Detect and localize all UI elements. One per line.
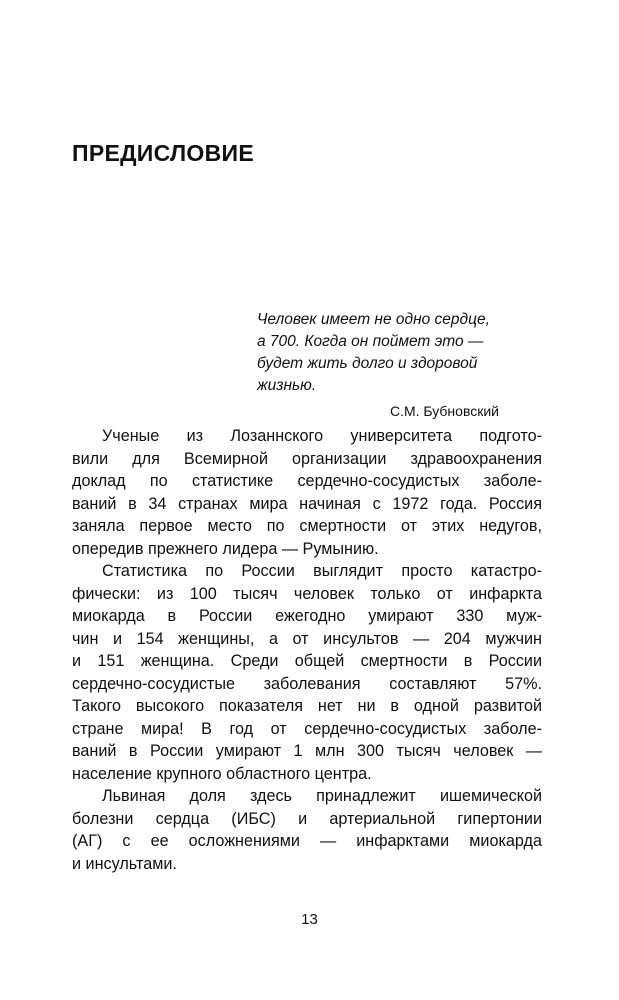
text-line: чин и 154 женщины, а от инсультов — 204 мужчин — [72, 629, 542, 648]
text-line: Львиная доля здесь принадлежит ишемической — [102, 787, 542, 805]
epigraph-line: Человек имеет не одно сердце, — [257, 311, 490, 328]
text-line: Статистика по России выглядит просто катастро- — [102, 562, 542, 580]
text-line: население крупного областного центра. — [72, 764, 372, 783]
text-line: сердечно-сосудистые заболевания составляют 57%. — [72, 674, 542, 693]
text-line: опередив прежнего лидера — Румынию. — [72, 539, 379, 558]
text-line: фически: из 100 тысяч человек только от инфаркта — [72, 584, 542, 603]
epigraph-quote — [257, 309, 505, 397]
text-line: (АГ) с ее осложнениями — инфарктами миокарда — [72, 832, 542, 850]
body-text — [72, 425, 542, 875]
text-line: Ученые из Лозаннского университета подгото- — [102, 427, 542, 445]
paragraph — [72, 560, 542, 785]
text-line: ваний в России умирают 1 млн 300 тысяч человек — — [72, 742, 542, 760]
text-line: заняла первое место по смертности от этих недугов, — [72, 517, 542, 535]
paragraph — [72, 425, 542, 560]
text-line: и инсультами. — [72, 854, 177, 873]
paragraph — [72, 785, 542, 875]
epigraph-author: С.М. Бубновский — [389, 403, 499, 419]
chapter-heading: ПРЕДИСЛОВИЕ — [72, 140, 254, 166]
epigraph — [257, 309, 505, 421]
text-line: миокарда в России ежегодно умирают 330 муж- — [72, 607, 542, 625]
text-line: и 151 женщина. Среди общей смертности в России — [72, 652, 542, 670]
text-line: доклад по статистике сердечно-сосудистых заболе- — [72, 472, 542, 490]
text-line: стране мира! В год от сердечно-сосудистых заболе- — [72, 719, 542, 738]
epigraph-line: жизнью. — [257, 377, 317, 394]
epigraph-line: а 700. Когда он поймет это — — [257, 333, 484, 350]
text-line: Такого высокого показателя нет ни в одной развитой — [72, 697, 542, 715]
text-line: вили для Всемирной организации здравоохранения — [72, 449, 542, 468]
text-line: ваний в 34 странах мира начиная с 1972 года. Россия — [72, 494, 542, 513]
epigraph-line: будет жить долго и здоровой — [257, 355, 478, 372]
text-line: болезни сердца (ИБС) и артериальной гипертонии — [72, 809, 542, 828]
page-number: 13 — [301, 911, 318, 928]
